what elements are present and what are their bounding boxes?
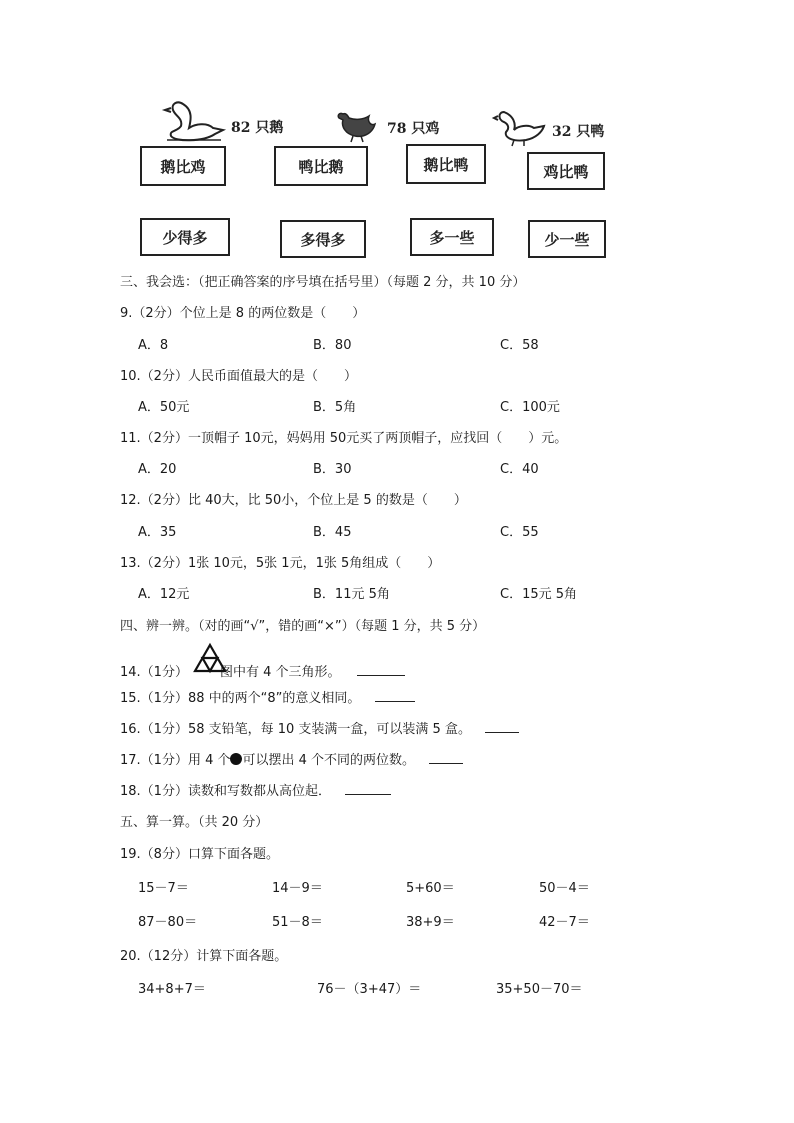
question-15 [120,687,415,706]
question-13-option-b: B．11元 5角 [313,587,390,602]
answer-box-much-less: 少得多 [140,218,230,256]
question-10-option-a: A．50元 [138,400,190,415]
mental-math-item: 50－4＝ [539,881,590,896]
question-18-answer-blank[interactable] [345,782,391,795]
question-13-option-c: C．15元 5角 [500,587,578,602]
answer-box-a-bit-less: 少一些 [528,220,606,258]
calculation-item: 35+50－70＝ [496,982,583,997]
question-10: 10.（2分）人民币面值最大的是（ ） [120,369,357,384]
calculation-item: 76－（3+47）＝ [317,982,422,997]
question-13-option-a: A．12元 [138,587,190,602]
triangle-figure-icon [193,643,227,673]
question-13: 13.（2分）1张 10元，5张 1元，1张 5角组成（ ） [120,556,441,571]
question-19: 19.（8分）口算下面各题。 [120,847,279,862]
goose-count-label: 82 只鹅 [231,120,284,136]
question-9-option-c: C．58 [500,338,539,353]
section4-title: 四、辨一辨。（对的画“√”，错的画“×”）（每题 1 分，共 5 分） [120,619,486,634]
calculation-item: 34+8+7＝ [138,982,206,997]
question-14-suffix: 图中有 4 个三角形。 [219,665,341,680]
mental-math-item: 5+60＝ [406,881,455,896]
question-15-text: 15.（1分）88 中的两个“8”的意义相同。 [120,691,361,706]
question-11-option-b: B．30 [313,462,352,477]
chicken-count-label: 78 只鸡 [387,121,440,137]
question-17-answer-blank[interactable] [429,751,463,764]
goose-icon [163,98,225,144]
compare-box-goose-vs-duck: 鹅比鸭 [406,144,486,184]
question-16-answer-blank[interactable] [485,720,519,733]
question-18-text: 18.（1分）读数和写数都从高位起． [120,784,331,799]
question-18 [120,780,391,799]
question-14-answer-blank[interactable] [357,663,405,676]
chicken-icon [335,108,379,142]
answer-box-much-more: 多得多 [280,220,366,258]
question-11-option-a: A．20 [138,462,177,477]
duck-icon [494,108,546,146]
mental-math-item: 14－9＝ [272,881,323,896]
mental-math-item: 15－7＝ [138,881,189,896]
question-9-option-a: A．8 [138,338,169,353]
mental-math-item: 42－7＝ [539,915,590,930]
question-11: 11.（2分）一顶帽子 10元，妈妈用 50元买了两顶帽子，应找回（ ）元。 [120,431,568,446]
question-14 [120,661,405,680]
compare-box-goose-vs-chicken: 鹅比鸡 [140,146,226,186]
question-20: 20.（12分）计算下面各题。 [120,949,288,964]
question-10-option-c: C．100元 [500,400,560,415]
question-10-option-b: B．5角 [313,400,357,415]
answer-box-a-bit-more: 多一些 [410,218,494,256]
question-11-option-c: C．40 [500,462,539,477]
section3-title: 三、我会选：（把正确答案的序号填在括号里）（每题 2 分，共 10 分） [120,275,526,290]
question-16-text: 16.（1分）58 支铅笔，每 10 支装满一盒，可以装满 5 盒。 [120,722,471,737]
question-12-option-a: A．35 [138,525,177,540]
question-12-option-c: C．55 [500,525,539,540]
question-12-option-b: B．45 [313,525,352,540]
duck-count-label: 32 只鸭 [552,124,605,140]
bead-dot-icon [230,753,242,765]
question-9: 9.（2分）个位上是 8 的两位数是（ ） [120,306,366,321]
question-15-answer-blank[interactable] [375,689,415,702]
question-17-suffix: 可以摆出 4 个不同的两位数。 [242,753,416,768]
question-17-prefix: 17.（1分）用 4 个 [120,753,231,768]
question-12: 12.（2分）比 40大，比 50小，个位上是 5 的数是（ ） [120,493,467,508]
question-14-prefix: 14.（1分） [120,665,188,680]
section5-title: 五、算一算。（共 20 分） [120,815,269,830]
mental-math-item: 87－80＝ [138,915,198,930]
compare-box-duck-vs-goose: 鸭比鹅 [274,146,368,186]
question-16 [120,718,519,737]
mental-math-item: 38+9＝ [406,915,455,930]
question-9-option-b: B．80 [313,338,352,353]
question-17 [120,749,463,768]
mental-math-item: 51－8＝ [272,915,323,930]
compare-box-chicken-vs-duck: 鸡比鸭 [527,152,605,190]
